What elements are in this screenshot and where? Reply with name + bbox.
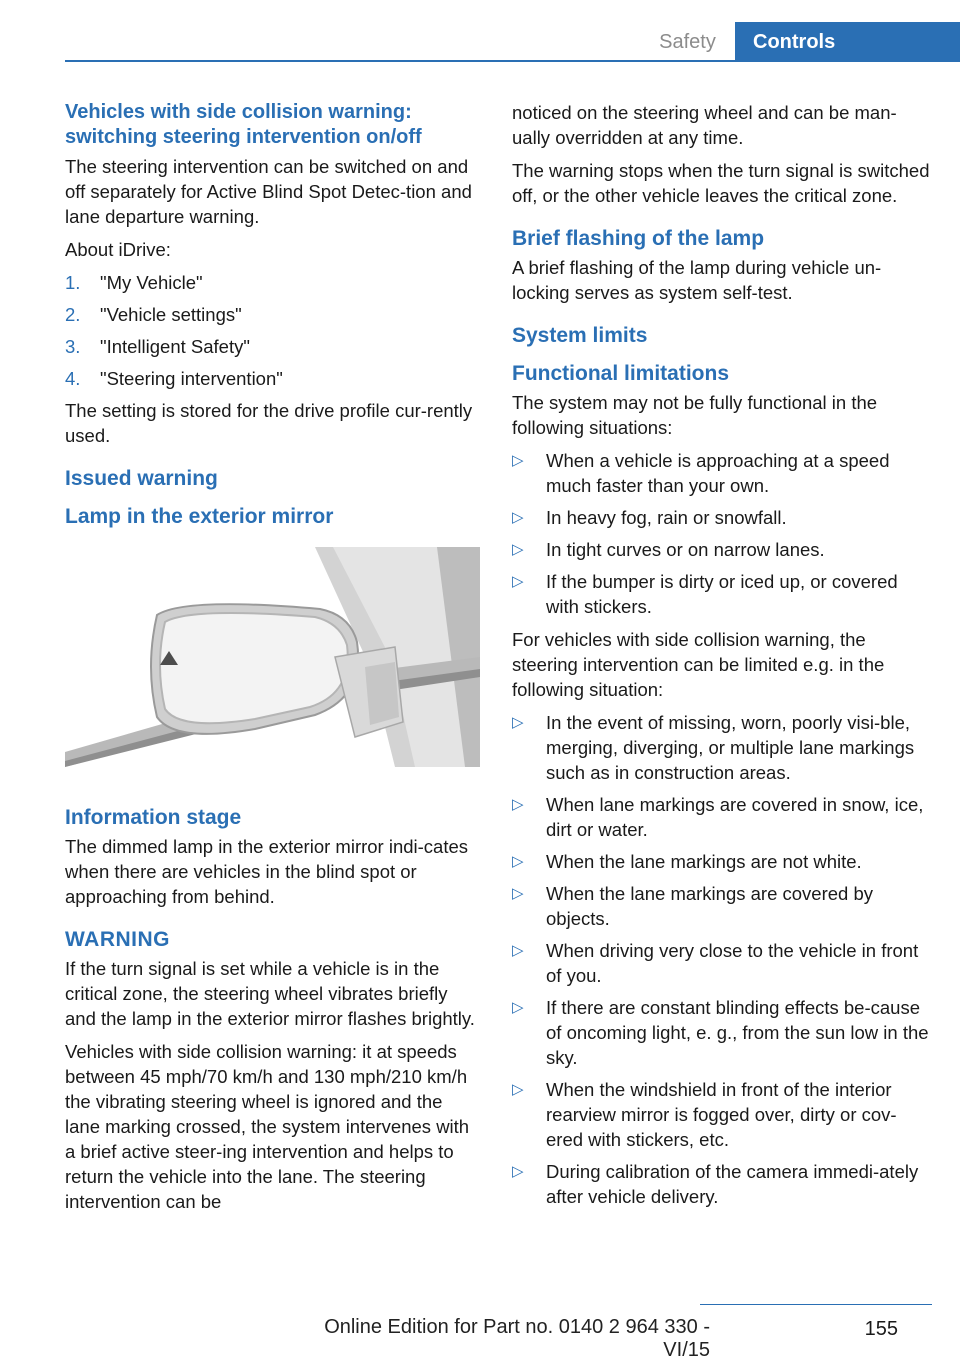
header-tab-controls: Controls	[735, 22, 960, 62]
right-column	[512, 100, 932, 1217]
list-item	[512, 938, 932, 988]
list-item-text: When the lane markings are not white.	[546, 851, 862, 872]
list-item	[512, 505, 932, 530]
bullet-icon: ▷	[512, 853, 524, 870]
bullet-icon: ▷	[512, 1163, 524, 1180]
list-item	[512, 448, 932, 498]
list-item	[65, 366, 480, 391]
heading-information-stage: Information stage	[65, 806, 242, 829]
paragraph-side-collision: Vehicles with side collision warning: it at speeds between 45 mph/70 km/h and 130 mph/210 km/h the vibrating steering wheel is ignored and the lane marking crossed, the system intervenes with a brief active steer‐ing intervention and helps to return the vehicle into the lane. The steering intervention can be	[65, 1041, 470, 1212]
paragraph-switch: The steering intervention can be switched on and off separately for Active Blind Spot Detec‐tion and lane departure warning.	[65, 156, 472, 227]
heading-warning: WARNING	[65, 928, 170, 951]
list-item	[512, 792, 932, 842]
heading-switch-intervention: Vehicles with side collision warning: switching steering intervention on/off	[65, 101, 422, 148]
page-number: 155	[864, 1318, 898, 1340]
list-item-text: During calibration of the camera immedi‐ately after vehicle delivery.	[546, 1161, 919, 1207]
list-item-text: When driving very close to the vehicle in front of you.	[546, 940, 919, 986]
step-text: "Steering intervention"	[100, 368, 283, 389]
list-item	[65, 334, 480, 359]
exterior-mirror-illustration	[65, 547, 480, 767]
functional-limitations-list	[512, 448, 932, 619]
side-collision-limitations-list	[512, 710, 932, 1209]
footer-rule	[700, 1304, 932, 1305]
heading-brief-flashing: Brief flashing of the lamp	[512, 227, 765, 250]
paragraph-warning: If the turn signal is set while a vehicle is in the critical zone, the steering wheel vibrates briefly and the lamp in the exterior mirror flashes brightly.	[65, 958, 475, 1029]
bullet-icon: ▷	[512, 452, 524, 469]
heading-system-limits: System limits	[512, 324, 648, 347]
bullet-icon: ▷	[512, 1081, 524, 1098]
paragraph-continued: noticed on the steering wheel and can be man‐ually overridden at any time.	[512, 102, 897, 148]
list-item	[512, 1077, 932, 1152]
paragraph-idrive: About iDrive:	[65, 239, 171, 260]
bullet-icon: ▷	[512, 541, 524, 558]
heading-issued-warning: Issued warning	[65, 467, 218, 490]
footer-edition: Online Edition for Part no. 0140 2 964 330 - VI/15	[324, 1316, 710, 1361]
list-item	[512, 710, 932, 785]
header-tab-safety: Safety	[659, 31, 716, 53]
bullet-icon: ▷	[512, 509, 524, 526]
step-number: 1.	[65, 272, 81, 293]
list-item-text: In the event of missing, worn, poorly visi‐ble, merging, diverging, or multiple lane markings such as in construction areas.	[546, 712, 915, 783]
bullet-icon: ▷	[512, 796, 524, 813]
step-text: "Intelligent Safety"	[100, 336, 250, 357]
paragraph-functional: The system may not be fully functional in the following situations:	[512, 392, 878, 438]
list-item-text: When the windshield in front of the interior rearview mirror is fogged over, dirty or cov‐ered with stickers, etc.	[546, 1079, 897, 1150]
list-item	[512, 995, 932, 1070]
list-item	[512, 881, 932, 931]
header-rule	[65, 60, 960, 62]
list-item-text: If there are constant blinding effects be‐cause of oncoming light, e. g., from the sun low in the sky.	[546, 997, 929, 1068]
list-item-text: When lane markings are covered in snow, ice, dirt or water.	[546, 794, 924, 840]
list-item-text: In tight curves or on narrow lanes.	[546, 539, 825, 560]
bullet-icon: ▷	[512, 942, 524, 959]
step-number: 4.	[65, 368, 81, 389]
step-text: "My Vehicle"	[100, 272, 203, 293]
list-item	[512, 1159, 932, 1209]
heading-lamp-mirror: Lamp in the exterior mirror	[65, 505, 334, 528]
step-number: 2.	[65, 304, 81, 325]
paragraph-information-stage: The dimmed lamp in the exterior mirror indi‐cates when there are vehicles in the blind spot or approaching from behind.	[65, 836, 469, 907]
list-item-text: When a vehicle is approaching at a speed much faster than your own.	[546, 450, 890, 496]
paragraph-side-collision-limits: For vehicles with side collision warning, the steering intervention can be limited e.g. in the following situation:	[512, 629, 885, 700]
paragraph-stored: The setting is stored for the drive profile cur‐rently used.	[65, 400, 473, 446]
bullet-icon: ▷	[512, 885, 524, 902]
heading-functional-limitations: Functional limitations	[512, 362, 730, 385]
idrive-steps	[65, 270, 480, 391]
list-item-text: If the bumper is dirty or iced up, or covered with stickers.	[546, 571, 898, 617]
list-item	[512, 849, 932, 874]
list-item-text: In heavy fog, rain or snowfall.	[546, 507, 787, 528]
step-text: "Vehicle settings"	[100, 304, 242, 325]
list-item	[65, 302, 480, 327]
list-item	[512, 537, 932, 562]
bullet-icon: ▷	[512, 999, 524, 1016]
paragraph-brief-flashing: A brief flashing of the lamp during vehicle un‐locking serves as system self-test.	[512, 257, 882, 303]
bullet-icon: ▷	[512, 714, 524, 731]
step-number: 3.	[65, 336, 81, 357]
list-item-text: When the lane markings are covered by objects.	[546, 883, 874, 929]
list-item	[65, 270, 480, 295]
left-column	[65, 100, 480, 1222]
paragraph-warning-stops: The warning stops when the turn signal is switched off, or the other vehicle leaves the critical zone.	[512, 160, 930, 206]
bullet-icon: ▷	[512, 573, 524, 590]
list-item	[512, 569, 932, 619]
page-header	[0, 0, 960, 62]
